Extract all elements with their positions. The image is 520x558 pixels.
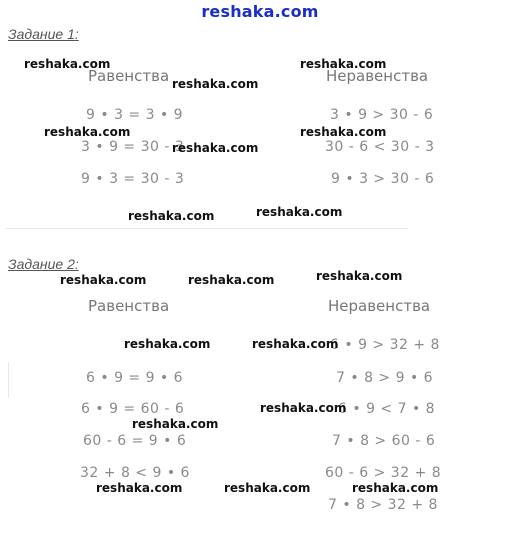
watermark: reshaka.com <box>96 481 183 495</box>
watermark: reshaka.com <box>60 273 147 287</box>
task-1-inequality: 30 - 6 < 30 - 3 <box>325 139 435 155</box>
watermark: reshaka.com <box>172 77 259 91</box>
task-2-inequality: 6 • 9 < 7 • 8 <box>338 401 436 417</box>
task-2-equality: 6 • 9 = 60 - 6 <box>81 401 185 417</box>
watermark: reshaka.com <box>188 273 275 287</box>
watermark: reshaka.com <box>260 401 347 415</box>
task-1-title: Задание 1: <box>8 26 79 42</box>
task-2-inequality: 7 • 8 > 60 - 6 <box>332 433 436 449</box>
watermark: reshaka.com <box>256 205 343 219</box>
task-1-equality: 3 • 9 = 30 - 3 <box>81 139 185 155</box>
site-header[interactable]: reshaka.com <box>201 2 319 21</box>
watermark: reshaka.com <box>300 125 387 139</box>
watermark: reshaka.com <box>132 417 219 431</box>
watermark: reshaka.com <box>252 337 339 351</box>
task-2-inequality: 7 • 8 > 32 + 8 <box>328 497 438 513</box>
divider <box>8 362 9 398</box>
task-1-inequality: 9 • 3 > 30 - 6 <box>331 171 435 187</box>
watermark: reshaka.com <box>44 125 131 139</box>
task-1-inequalities-header: Неравенства <box>326 67 429 85</box>
task-2-equality: 6 • 9 = 9 • 6 <box>86 370 184 386</box>
task-2-inequality: 6 • 9 > 32 + 8 <box>330 337 440 353</box>
watermark: reshaka.com <box>316 269 403 283</box>
watermark: reshaka.com <box>224 481 311 495</box>
watermark: reshaka.com <box>300 57 387 71</box>
task-2-inequality: 7 • 8 > 9 • 6 <box>336 370 434 386</box>
task-2-equalities-header: Равенства <box>88 297 170 315</box>
divider <box>6 228 408 229</box>
task-1-inequality: 3 • 9 > 30 - 6 <box>330 107 434 123</box>
watermark: reshaka.com <box>24 57 111 71</box>
watermark: reshaka.com <box>352 481 439 495</box>
task-1-equality: 9 • 3 = 3 • 9 <box>86 107 184 123</box>
task-2-title: Задание 2: <box>8 256 79 272</box>
watermark: reshaka.com <box>124 337 211 351</box>
task-2-equality: 32 + 8 < 9 • 6 <box>80 465 190 481</box>
task-2-equality: 60 - 6 = 9 • 6 <box>83 433 187 449</box>
task-2-inequalities-header: Неравенства <box>328 297 431 315</box>
watermark: reshaka.com <box>172 141 259 155</box>
task-1-equalities-header: Равенства <box>88 67 170 85</box>
watermark: reshaka.com <box>128 209 215 223</box>
task-2-inequality: 60 - 6 > 32 + 8 <box>325 465 442 481</box>
task-1-equality: 9 • 3 = 30 - 3 <box>81 171 185 187</box>
